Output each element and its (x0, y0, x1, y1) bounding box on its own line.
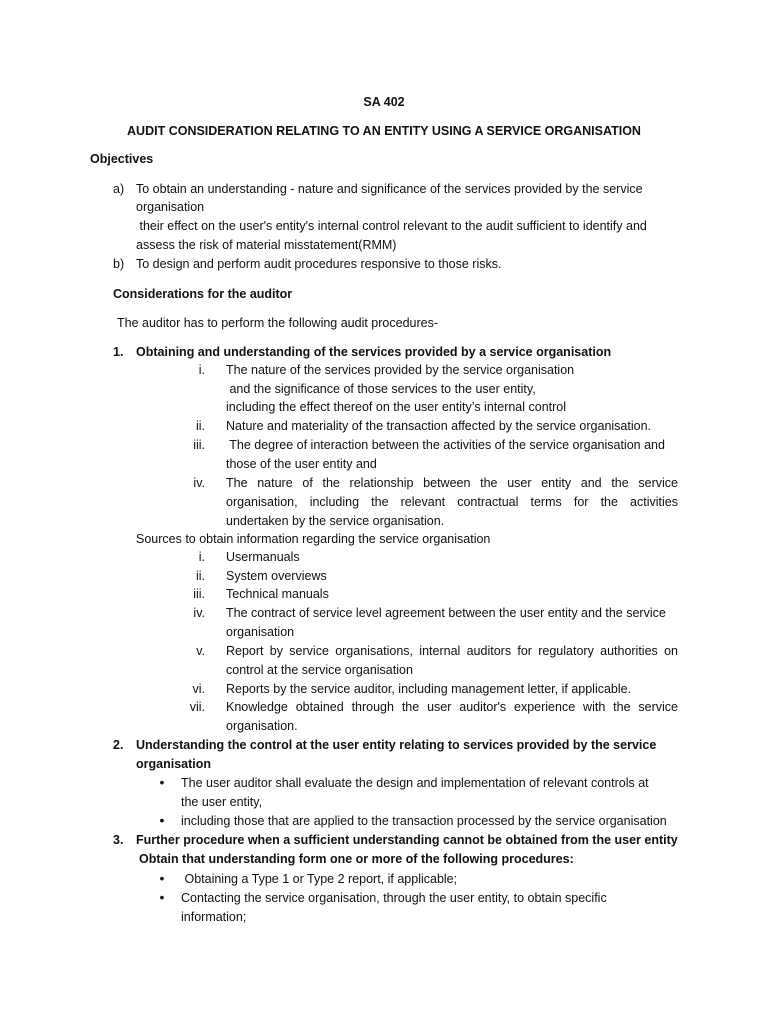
source-vii-marker: vii. (189, 700, 205, 714)
sources-heading: Sources to obtain information regarding the service organisation (136, 532, 491, 546)
s1-item-i-marker: i. (198, 363, 205, 377)
s3-bullet-2-line-1: Contacting the service organisation, through the user entity, to obtain specific (181, 891, 607, 905)
source-vi-marker: vi. (192, 682, 205, 696)
s1-item-iv-line-3: undertaken by the service organisation. (226, 514, 445, 528)
source-iv-line-2: organisation (226, 625, 295, 639)
s1-item-iv-line-1: The nature of the relationship between the user entity and the service (226, 476, 678, 490)
section-2-heading-line-2: organisation (136, 757, 212, 771)
source-vi-line-1: Reports by the service auditor, including management letter, if applicable. (226, 682, 632, 696)
objective-a-line-3: their effect on the user's entity's internal control relevant to the audit sufficient to identify and (136, 219, 647, 233)
objective-a-line-2: organisation (136, 200, 205, 214)
source-iv-line-1: The contract of service level agreement between the user entity and the service (226, 606, 666, 620)
s1-item-i-line-3: including the effect thereof on the user entity’s internal control (226, 400, 567, 414)
source-vii-line-2: organisation. (226, 719, 298, 733)
section-3-subheading: Obtain that understanding form one or more of the following procedures: (139, 852, 574, 866)
s1-item-ii-marker: ii. (195, 419, 205, 433)
source-i-line-1: Usermanuals (226, 550, 300, 564)
s1-item-iii-line-2: those of the user entity and (226, 457, 377, 471)
s2-bullet-2-line-1: including those that are applied to the transaction processed by the service organisation (181, 814, 667, 828)
source-iii-marker: iii. (193, 587, 205, 601)
s1-item-iv-marker: iv. (193, 476, 205, 490)
source-v-marker: v. (196, 644, 205, 658)
s2-bullet-2-dot: • (159, 812, 165, 828)
s3-bullet-1-line-1: Obtaining a Type 1 or Type 2 report, if applicable; (181, 872, 458, 886)
section-1-marker: 1. (113, 345, 124, 359)
s2-bullet-1-line-1: The user auditor shall evaluate the design and implementation of relevant controls at (181, 776, 649, 790)
s1-item-i-line-2: and the significance of those services to the user entity, (226, 382, 536, 396)
source-iv-marker: iv. (193, 606, 205, 620)
objective-a-line-4: assess the risk of material misstatement(RMM) (136, 238, 397, 252)
objective-b-line-1: To design and perform audit procedures responsive to those risks. (136, 257, 502, 271)
objective-b-marker: b) (113, 257, 125, 271)
source-v-line-2: control at the service organisation (226, 663, 413, 677)
s1-item-ii-line-1: Nature and materiality of the transaction affected by the service organisation. (226, 419, 652, 433)
document-title: AUDIT CONSIDERATION RELATING TO AN ENTITY USING A SERVICE ORGANISATION (127, 124, 641, 138)
s1-item-iii-line-1: The degree of interaction between the activities of the service organisation and (226, 438, 665, 452)
source-v-line-1: Report by service organisations, internal auditors for regulatory authorities on (226, 644, 678, 658)
source-ii-line-1: System overviews (226, 569, 327, 583)
section-2-heading-line-1: Understanding the control at the user entity relating to services provided by the service (136, 738, 657, 752)
section-3-marker: 3. (113, 833, 124, 847)
objectives-heading: Objectives (90, 152, 154, 166)
considerations-heading: Considerations for the auditor (113, 287, 293, 301)
section-2-marker: 2. (113, 738, 124, 752)
s2-bullet-1-line-2: the user entity, (181, 795, 263, 809)
source-vii-line-1: Knowledge obtained through the user auditor's experience with the service (226, 700, 678, 714)
objective-a-line-1: To obtain an understanding - nature and significance of the services provided by the service (136, 182, 643, 196)
section-3-heading: Further procedure when a sufficient understanding cannot be obtained from the user entity (136, 833, 678, 847)
objective-a-marker: a) (113, 182, 125, 196)
s3-bullet-1-dot: • (159, 870, 165, 886)
considerations-intro: The auditor has to perform the following audit procedures- (117, 316, 439, 330)
s1-item-iv-line-2: organisation, including the relevant contractual terms for the activities (226, 495, 678, 509)
section-1-heading: Obtaining and understanding of the services provided by a service organisation (136, 345, 612, 359)
source-iii-line-1: Technical manuals (226, 587, 329, 601)
s3-bullet-2-dot: • (159, 889, 165, 905)
source-i-marker: i. (198, 550, 205, 564)
s1-item-i-line-1: The nature of the services provided by the service organisation (226, 363, 575, 377)
s2-bullet-1-dot: • (159, 774, 165, 790)
source-ii-marker: ii. (195, 569, 205, 583)
s1-item-iii-marker: iii. (193, 438, 205, 452)
document-code: SA 402 (363, 95, 405, 109)
s3-bullet-2-line-2: information; (181, 910, 247, 924)
